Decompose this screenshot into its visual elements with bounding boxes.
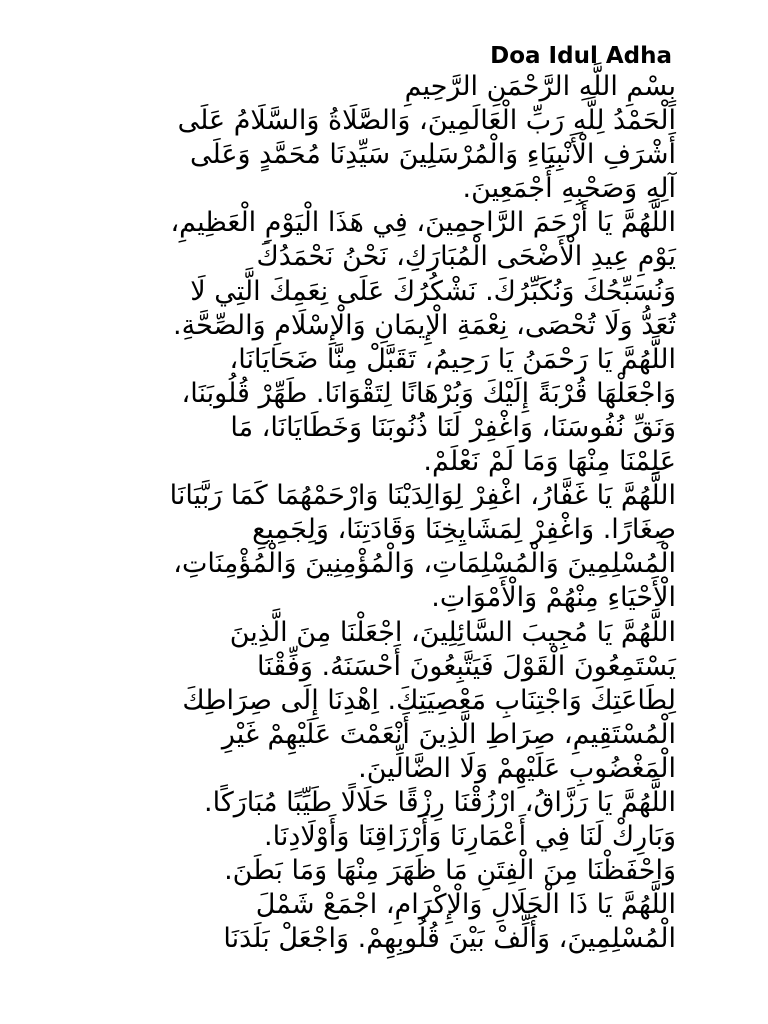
text-line: آلِهِ وَصَحْبِهِ أَجْمَعِينَ. (462, 173, 676, 205)
paragraph-sacrifice (94, 343, 676, 479)
text-line: وَنَقِّ نُفُوسَنَا، وَاغْفِرْ لَنَا ذُنُوبَنَا وَخَطَايَانَا، مَا (230, 411, 676, 443)
text-line: تُعَدُّ وَلَا تُحْصَى، نِعْمَةِ الْإِيمَانِ وَالْإِسْلَامِ وَالصِّحَّةِ. (173, 309, 676, 341)
paragraph-guidance (94, 616, 676, 786)
document-title: Doa Idul Adha (490, 43, 672, 69)
text-line: وَاحْفَظْنَا مِنَ الْفِتَنِ مَا ظَهَرَ مِنْهَا وَمَا بَطَنَ. (224, 855, 676, 887)
document-body (94, 70, 676, 956)
text-line: الْمَغْضُوبِ عَلَيْهِمْ وَلَا الضَّالِّينَ. (358, 752, 676, 784)
text-line: اللَّهُمَّ يَا غَفَّارُ، اغْفِرْ لِوَالِدَيْنَا وَارْحَمْهُمَا كَمَا رَبَّيَانَا (169, 480, 676, 512)
text-line: الْمُسْلِمِينَ وَالْمُسْلِمَاتِ، وَالْمُؤْمِنِينَ وَالْمُؤْمِنَاتِ، (173, 548, 676, 580)
text-line: صِغَارًا. وَاغْفِرْ لِمَشَايِخِنَا وَقَادَتِنَا، وَلِجَمِيعِ (252, 514, 676, 546)
text-line: يَسْتَمِعُونَ الْقَوْلَ فَيَتَّبِعُونَ أَحْسَنَهُ. وَفِّقْنَا (256, 650, 676, 682)
text-line: وَبَارِكْ لَنَا فِي أَعْمَارِنَا وَأَرْزَاقِنَا وَأَوْلَادِنَا. (264, 821, 676, 853)
text-line: يَوْمِ عِيدِ الْأَضْحَى الْمُبَارَكِ، نَحْنُ نَحْمَدُكَ (256, 241, 676, 273)
text-line: اللَّهُمَّ يَا ذَا الْجَلَالِ وَالْإِكْرَامِ، اجْمَعْ شَمْلَ (255, 889, 676, 921)
paragraph-hamdalah (94, 104, 676, 206)
paragraph-unity (94, 888, 676, 956)
text-line: وَنُسَبِّحُكَ وَنُكَبِّرُكَ. نَشْكُرُكَ عَلَى نِعَمِكَ الَّتِي لَا (190, 275, 676, 307)
paragraph-provision (94, 786, 676, 888)
text-line: الْمُسْلِمِينَ، وَأَلِّفْ بَيْنَ قُلُوبِهِمْ. وَاجْعَلْ بَلَدَنَا (223, 923, 676, 955)
text-line: اللَّهُمَّ يَا أَرْحَمَ الرَّاحِمِينَ، فِي هَذَا الْيَوْمِ الْعَظِيمِ، (170, 207, 676, 239)
text-line: عَلِمْنَا مِنْهَا وَمَا لَمْ نَعْلَمْ. (423, 446, 676, 478)
text-line: اللَّهُمَّ يَا رَزَّاقُ، ارْزُقْنَا رِزْقًا حَلَالًا طَيِّبًا مُبَارَكًا. (204, 786, 676, 818)
text-line: الْأَحْيَاءِ مِنْهُمْ وَالْأَمْوَاتِ. (431, 582, 676, 614)
text-line: لِطَاعَتِكَ وَاجْتِنَابِ مَعْصِيَتِكَ. اِهْدِنَا إِلَى صِرَاطِكَ (182, 684, 676, 716)
text-line: اللَّهُمَّ يَا رَحْمَنُ يَا رَحِيمُ، تَقَبَّلْ مِنَّا ضَحَايَانَا، (229, 343, 676, 375)
text-line: وَاجْعَلْهَا قُرْبَةً إِلَيْكَ وَبُرْهَانًا لِتَقْوَانَا. طَهِّرْ قُلُوبَنَا، (181, 377, 676, 409)
text-line: اللَّهُمَّ يَا مُجِيبَ السَّائِلِينَ، اجْعَلْنَا مِنَ الَّذِينَ (229, 616, 676, 648)
text-line: اَلْحَمْدُ لِلَّهِ رَبِّ الْعَالَمِينَ، وَالصَّلَاةُ وَالسَّلَامُ عَلَى (177, 105, 676, 137)
paragraph-forgiveness (94, 479, 676, 615)
text-line: بِسْمِ اللَّهِ الرَّحْمَنِ الرَّحِيمِ (404, 71, 676, 102)
text-line: أَشْرَفِ الْأَنْبِيَاءِ وَالْمُرْسَلِينَ سَيِّدِنَا مُحَمَّدٍ وَعَلَى (189, 139, 676, 171)
paragraph-basmala (94, 70, 676, 104)
text-line: الْمُسْتَقِيمِ، صِرَاطِ الَّذِينَ أَنْعَمْتَ عَلَيْهِمْ غَيْرِ (221, 718, 676, 750)
paragraph-gratitude (94, 206, 676, 342)
